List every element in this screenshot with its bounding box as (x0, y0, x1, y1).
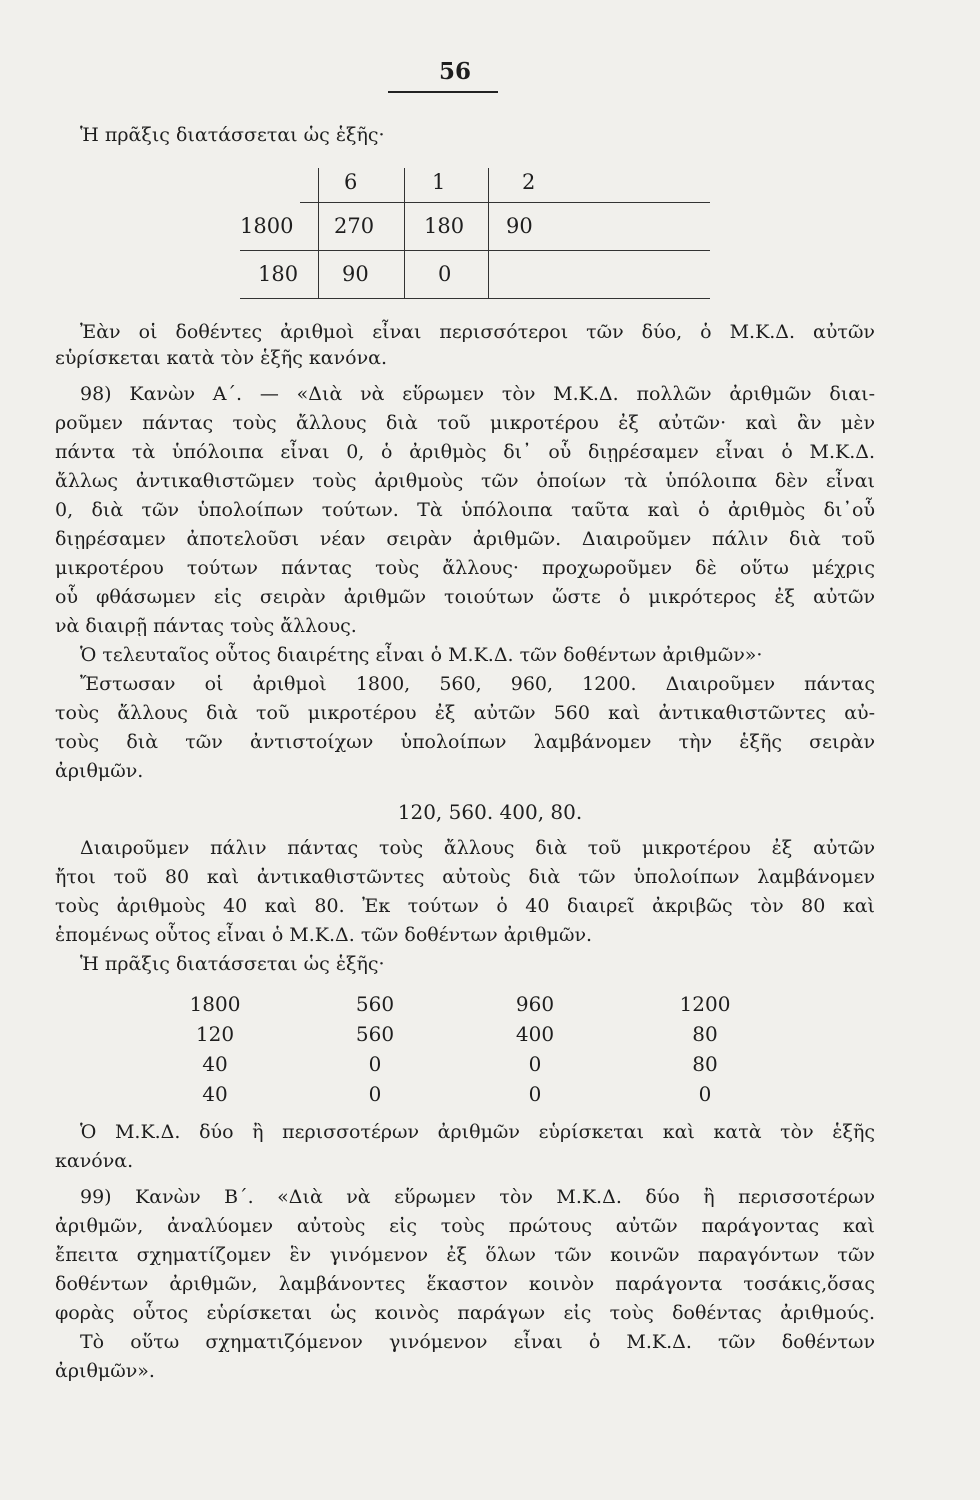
text-a-line-13: Ἔστωσαν οἱ ἀριθμοὶ 1800, 560, 960, 1200. Διαιροῦμεν πάντας (80, 673, 875, 695)
text-b-line-2: ἤτοι τοῦ 80 καὶ ἀντικαθιστῶντες αὐτοὺς διὰ τῶν ὑπολοίπων λαμβάνομεν (55, 866, 875, 888)
quotient-1: 6 (344, 170, 358, 194)
quotient-2: 1 (432, 170, 446, 194)
remainder-180: 180 (258, 262, 299, 286)
text-a-line-6: ἄλλως ἀντικαθιστῶμεν τοὺς ἀριθμοὺς τῶν ὁποίων τὰ ὑπόλοιπα δὲν εἶναι (55, 470, 875, 492)
text-c-line-2: κανόνα. (55, 1150, 134, 1172)
text-a-line-4: ροῦμεν πάντας τοὺς ἄλλους διὰ τοῦ μικροτέρου ἐξ αὐτῶν· καὶ ἂν μὲν (55, 412, 875, 434)
t2-c3-r3: 0 (528, 1052, 542, 1076)
text-a-line-11: νὰ διαιρῇ πάντας τοὺς ἄλλους. (55, 615, 357, 637)
text-a-line-5: πάντα τὰ ὑπόλοιπα εἶναι 0, ὁ ἀριθμὸς δι᾽ οὗ διῃρέσαμεν εἶναι ὁ Μ.Κ.Δ. (55, 441, 875, 463)
text-b-line-5: Ἡ πρᾶξις διατάσσεται ὡς ἑξῆς· (80, 953, 385, 975)
remainder-0: 0 (438, 262, 452, 286)
rule-99-title: 99) Κανὼν Β΄. «Διὰ νὰ εὕρωμεν τὸν Μ.Κ.Δ. δύο ἢ περισσοτέρων (80, 1186, 875, 1208)
page-number: 56 (438, 58, 471, 85)
text-c-line-7: φορὰς οὗτος εὑρίσκεται ὡς κοινὸς παράγων εἰς τοὺς δοθέντας ἀριθμούς. (55, 1302, 875, 1324)
text-a-line-15: τοὺς διὰ τῶν ἀντιστοίχων ὑπολοίπων λαμβάνομεν τὴν ἑξῆς σειρὰν (55, 731, 875, 753)
t2-c3-r2: 400 (515, 1022, 555, 1046)
t2-c1-r2: 120 (195, 1022, 235, 1046)
t2-c4-r3: 80 (692, 1052, 718, 1076)
t2-c1-r1: 1800 (189, 992, 241, 1016)
text-a-line-10: οὗ φθάσωμεν εἰς σειρὰν ἀριθμῶν τοιούτων ὥστε ὁ μικρότερος ἐξ αὐτῶν (55, 586, 875, 608)
table1-divider-1 (318, 168, 319, 298)
t2-c4-r1: 1200 (679, 992, 731, 1016)
text-a-line-14: τοὺς ἄλλους διὰ τοῦ μικροτέρου ἐξ αὐτῶν 560 καὶ ἀντικαθιστῶντες αὐ- (55, 702, 875, 724)
text-a-line-9: μικροτέρου τούτων πάντας τοὺς ἄλλους· προχωροῦμεν δὲ οὕτω μέχρις (55, 557, 875, 579)
quotient-3: 2 (522, 170, 536, 194)
text-b-line-3: τοὺς ἀριθμοὺς 40 καὶ 80. Ἐκ τούτων ὁ 40 διαιρεῖ ἀκριβῶς τὸν 80 καὶ (55, 895, 875, 917)
text-a-line-1: Ἐὰν οἱ δοθέντες ἀριθμοὶ εἶναι περισσότεροι τῶν δύο, ὁ Μ.Κ.Δ. αὐτῶν (80, 321, 875, 343)
rule-98-title: 98) Κανὼν Α΄. — «Διὰ νὰ εὕρωμεν τὸν Μ.Κ.Δ. πολλῶν ἀριθμῶν διαι- (80, 383, 875, 405)
dividend-270: 270 (334, 214, 375, 238)
t2-c2-r4: 0 (368, 1082, 382, 1106)
text-c-line-1: Ὁ Μ.Κ.Δ. δύο ἢ περισσοτέρων ἀριθμῶν εὑρίσκεται καὶ κατὰ τὸν ἑξῆς (80, 1121, 875, 1143)
text-a-line-16: ἀριθμῶν. (55, 760, 144, 782)
text-c-line-8: Τὸ οὕτω σχηματιζόμενον γινόμενον εἶναι ὁ Μ.Κ.Δ. τῶν δοθέντων (80, 1331, 875, 1353)
t2-c2-r1: 560 (355, 992, 395, 1016)
dividend-90: 90 (506, 214, 533, 238)
text-a-line-7: 0, διὰ τῶν ὑπολοίπων τούτων. Τὰ ὑπόλοιπα ταῦτα καὶ ὁ ἀριθμὸς δι᾽οὗ (55, 499, 875, 521)
page-number-rule (388, 91, 498, 93)
remainder-90: 90 (342, 262, 369, 286)
table1-rule-bottom (240, 298, 710, 299)
t2-c4-r2: 80 (692, 1022, 718, 1046)
dividend-1800: 1800 (240, 214, 294, 238)
table1-divider-3 (488, 168, 489, 298)
table1-divider-2 (404, 168, 405, 298)
text-a-line-8: διῃρέσαμεν ἀποτελοῦσι νέαν σειρὰν ἀριθμῶν. Διαιροῦμεν πάλιν διὰ τοῦ (55, 528, 875, 550)
series-line: 120, 560. 400, 80. (397, 800, 583, 824)
text-c-line-5: ἔπειτα σχηματίζομεν ἓν γινόμενον ἐξ ὅλων τῶν κοινῶν παραγόντων τῶν (55, 1244, 875, 1266)
intro-line: Ἡ πρᾶξις διατάσσεται ὡς ἑξῆς· (80, 124, 385, 146)
text-c-line-9: ἀριθμῶν». (55, 1360, 155, 1382)
text-a-line-12: Ὁ τελευταῖος οὗτος διαιρέτης εἶναι ὁ Μ.Κ.Δ. τῶν δοθέντων ἀριθμῶν»· (80, 644, 763, 666)
t2-c1-r4: 40 (202, 1082, 228, 1106)
t2-c4-r4: 0 (698, 1082, 712, 1106)
text-a-line-2: εὑρίσκεται κατὰ τὸν ἑξῆς κανόνα. (55, 347, 387, 369)
t2-c1-r3: 40 (202, 1052, 228, 1076)
text-c-line-4: ἀριθμῶν, ἀναλύομεν αὐτοὺς εἰς τοὺς πρώτους αὐτῶν παράγοντας καὶ (55, 1215, 875, 1237)
t2-c3-r4: 0 (528, 1082, 542, 1106)
dividend-180: 180 (424, 214, 465, 238)
t2-c2-r3: 0 (368, 1052, 382, 1076)
text-c-line-6: δοθέντων ἀριθμῶν, λαμβάνοντες ἕκαστον κοινὸν παράγοντα τοσάκις,ὅσας (55, 1273, 875, 1295)
table1-rule-top (300, 202, 710, 203)
t2-c2-r2: 560 (355, 1022, 395, 1046)
text-b-line-1: Διαιροῦμεν πάλιν πάντας τοὺς ἄλλους διὰ τοῦ μικροτέρου ἐξ αὐτῶν (80, 837, 875, 859)
t2-c3-r1: 960 (515, 992, 555, 1016)
table1-rule-mid (240, 250, 710, 251)
text-b-line-4: ἑπομένως οὗτος εἶναι ὁ Μ.Κ.Δ. τῶν δοθέντων ἀριθμῶν. (55, 924, 593, 946)
